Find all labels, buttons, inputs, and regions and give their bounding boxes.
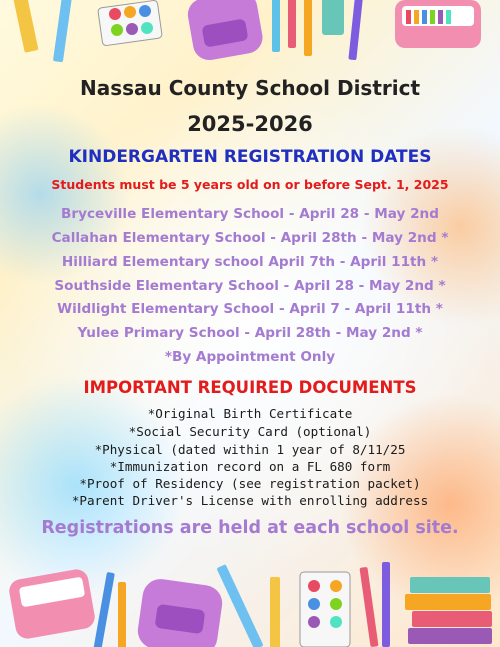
crayon-icon bbox=[359, 562, 390, 647]
school-line-callahan: Callahan Elementary School - April 28th - May 2nd * bbox=[51, 230, 449, 246]
school-year: 2025-2026 bbox=[187, 112, 313, 136]
document-item: *Original Birth Certificate bbox=[147, 406, 353, 421]
document-item: *Immunization record on a FL 680 form bbox=[109, 459, 391, 474]
documents-heading: IMPORTANT REQUIRED DOCUMENTS bbox=[83, 378, 417, 397]
school-supplies-top-decoration bbox=[0, 0, 500, 72]
document-item: *Social Security Card (optional) bbox=[128, 424, 372, 439]
crayon-icon bbox=[93, 572, 126, 647]
appointment-note: *By Appointment Only bbox=[164, 349, 336, 365]
document-item: *Proof of Residency (see registration packet) bbox=[79, 476, 421, 491]
document-item: *Physical (dated within 1 year of 8/11/25 bbox=[94, 442, 406, 457]
document-item: *Parent Driver's License with enrolling address bbox=[71, 493, 429, 508]
paint-palette-icon bbox=[300, 572, 350, 647]
backpack-icon bbox=[185, 0, 265, 63]
paint-palette-icon bbox=[98, 0, 163, 46]
school-line-hilliard: Hilliard Elementary school April 7th - April 11th * bbox=[61, 254, 439, 270]
registration-dates-heading: KINDERGARTEN REGISTRATION DATES bbox=[68, 147, 432, 167]
school-supplies-bottom-decoration bbox=[0, 552, 500, 647]
pencil-icon bbox=[12, 0, 73, 62]
age-requirement: Students must be 5 years old on or before Sept. 1, 2025 bbox=[51, 177, 449, 192]
pencil-case-icon bbox=[7, 568, 96, 641]
school-line-wildlight: Wildlight Elementary School - April 7 - April 11th * bbox=[57, 301, 443, 317]
school-line-southside: Southside Elementary School - April 28 - May 2nd * bbox=[54, 278, 446, 294]
registration-footer: Registrations are held at each school site. bbox=[41, 518, 459, 538]
crayon-icon bbox=[272, 0, 364, 60]
school-line-bryceville: Bryceville Elementary School - April 28 - May 2nd bbox=[61, 206, 439, 222]
pencil-icon bbox=[216, 564, 280, 647]
backpack-icon bbox=[136, 577, 225, 647]
pencil-case-icon bbox=[395, 0, 481, 48]
district-title: Nassau County School District bbox=[79, 76, 421, 100]
books-icon bbox=[405, 577, 492, 644]
school-line-yulee: Yulee Primary School - April 28th - May 2nd * bbox=[77, 325, 423, 341]
